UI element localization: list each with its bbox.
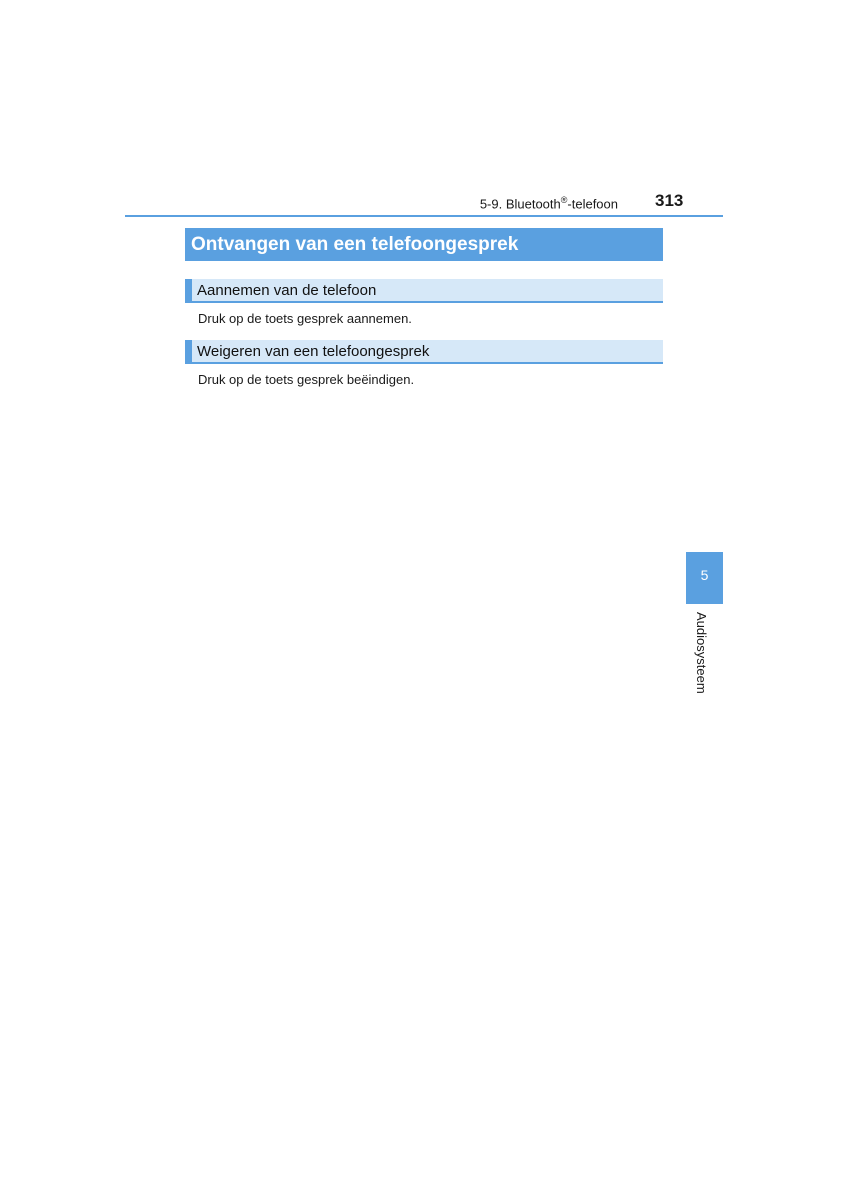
subheading-answer: Aannemen van de telefoon: [197, 282, 377, 299]
chapter-tab: 5: [686, 552, 723, 604]
section-name-suffix: -telefoon: [567, 196, 618, 212]
page-title: Ontvangen van een telefoongesprek: [191, 234, 519, 255]
subheading-bar-reject: [185, 340, 663, 364]
body-text-answer: Druk op de toets gesprek aannemen.: [198, 311, 412, 326]
page-title-bar: [185, 228, 663, 261]
registered-mark: ®: [560, 195, 568, 205]
section-name-prefix: 5-9. Bluetooth: [479, 196, 561, 212]
subheading-reject: Weigeren van een telefoongesprek: [197, 343, 430, 360]
page-number: 313: [655, 191, 684, 210]
body-text-reject: Druk op de toets gesprek beëindigen.: [198, 372, 415, 387]
header-divider: [125, 215, 723, 217]
subheading-accent: [185, 340, 192, 362]
subheading-accent: [185, 279, 192, 301]
running-header: [480, 195, 618, 211]
chapter-label: Audiosysteem: [694, 612, 709, 694]
subheading-bar-answer: [185, 279, 663, 303]
